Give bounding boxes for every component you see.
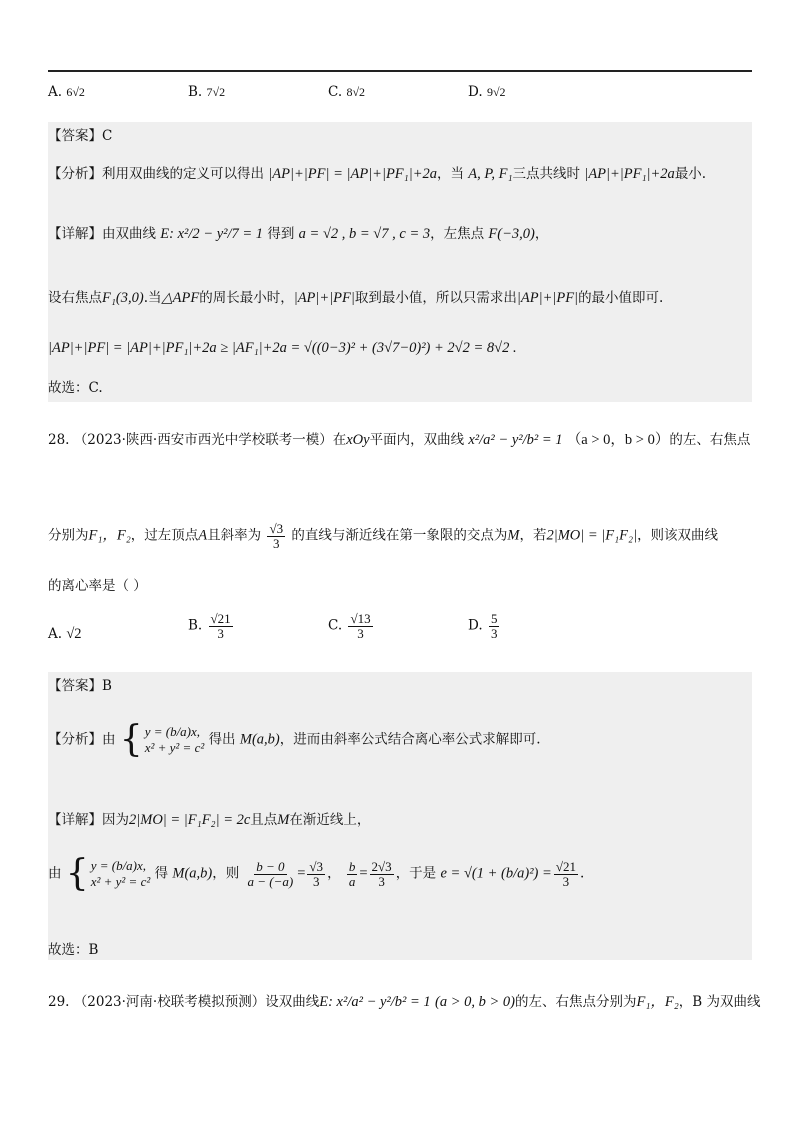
detail-27: 【详解】由双曲线 E: x²/2 − y²/7 = 1 得到 a = √2 , b = √7 , c = 3，左焦点 F(−3,0)，	[48, 226, 549, 242]
choose-28: 故选：B	[48, 942, 99, 958]
choose-27: 故选：C.	[48, 380, 103, 396]
question-28-line2: 分别为F₁，F₂，过左顶点A且斜率为 $\frac{√3}{3}$ 的直线与渐近线在第一象限的交点为M，若2|MO| = |F₁F₂|，则该双曲线	[48, 521, 719, 551]
option-c: C. 8√2	[328, 84, 366, 100]
question-28: 28. （2023·陕西·西安市西光中学校联考一模）在xOy平面内，双曲线 x²/a² − y²/b² = 1 （a > 0，b > 0）的左、右焦点	[48, 432, 751, 448]
answer-28: 【答案】B	[48, 678, 112, 694]
analysis-28: 【分析】由 { y = (b/a)x, x² + y² = c² 得出 M(a,b)，进而由斜率公式结合离心率公式求解即可.	[48, 719, 541, 760]
option-28-c: C. $\frac{√13}{3}$	[328, 611, 371, 641]
answer-27: 【答案】C	[48, 128, 113, 144]
detail-27-line2: 设右焦点F₁(3,0).当△APF的周长最小时，|AP|+|PF|取到最小值，所以只需求出|AP|+|PF|的最小值即可.	[48, 290, 664, 306]
question-28-line3: 的离心率是（ ）	[48, 578, 147, 594]
option-d: D. 9√2	[468, 84, 506, 100]
option-a: A. 6√2	[48, 84, 85, 100]
question-29: 29. （2023·河南·校联考模拟预测）设双曲线E: x²/a² − y²/b² = 1 (a > 0, b > 0)的左、右焦点分别为F₁，F₂，B 为双曲线	[48, 994, 761, 1010]
option-28-b: B. $\frac{√21}{3}$	[188, 611, 231, 641]
answer-block-27	[48, 122, 752, 402]
top-rule	[48, 70, 752, 72]
option-b: B. 7√2	[188, 84, 226, 100]
detail-27-line3: |AP|+|PF| = |AP|+|PF₁|+2a ≥ |AF₁|+2a = √((0−3)² + (3√7−0)²) + 2√2 = 8√2 .	[48, 340, 517, 356]
option-28-a: A. √2	[48, 626, 82, 642]
detail-28-line2: 由 { y = (b/a)x, x² + y² = c² 得 M(a,b)，则 $\frac{b - 0}{a - (-a)}$ = $\frac{√3}{3}$ ， $\frac{b}{a}$ = $\frac{2√3}{3}$ ，于是 e = √(1 + (b/a)²) = $\frac{√21}{3}$ .	[48, 853, 585, 894]
detail-28: 【详解】因为2|MO| = |F₁F₂| = 2c且点M在渐近线上，	[48, 812, 371, 828]
option-28-d: D. $\frac{5}{3}$	[468, 611, 498, 641]
analysis-27: 【分析】利用双曲线的定义可以得出 |AP|+|PF| = |AP|+|PF₁|+2a，当 A, P, F₁三点共线时 |AP|+|PF₁|+2a最小.	[48, 166, 707, 182]
